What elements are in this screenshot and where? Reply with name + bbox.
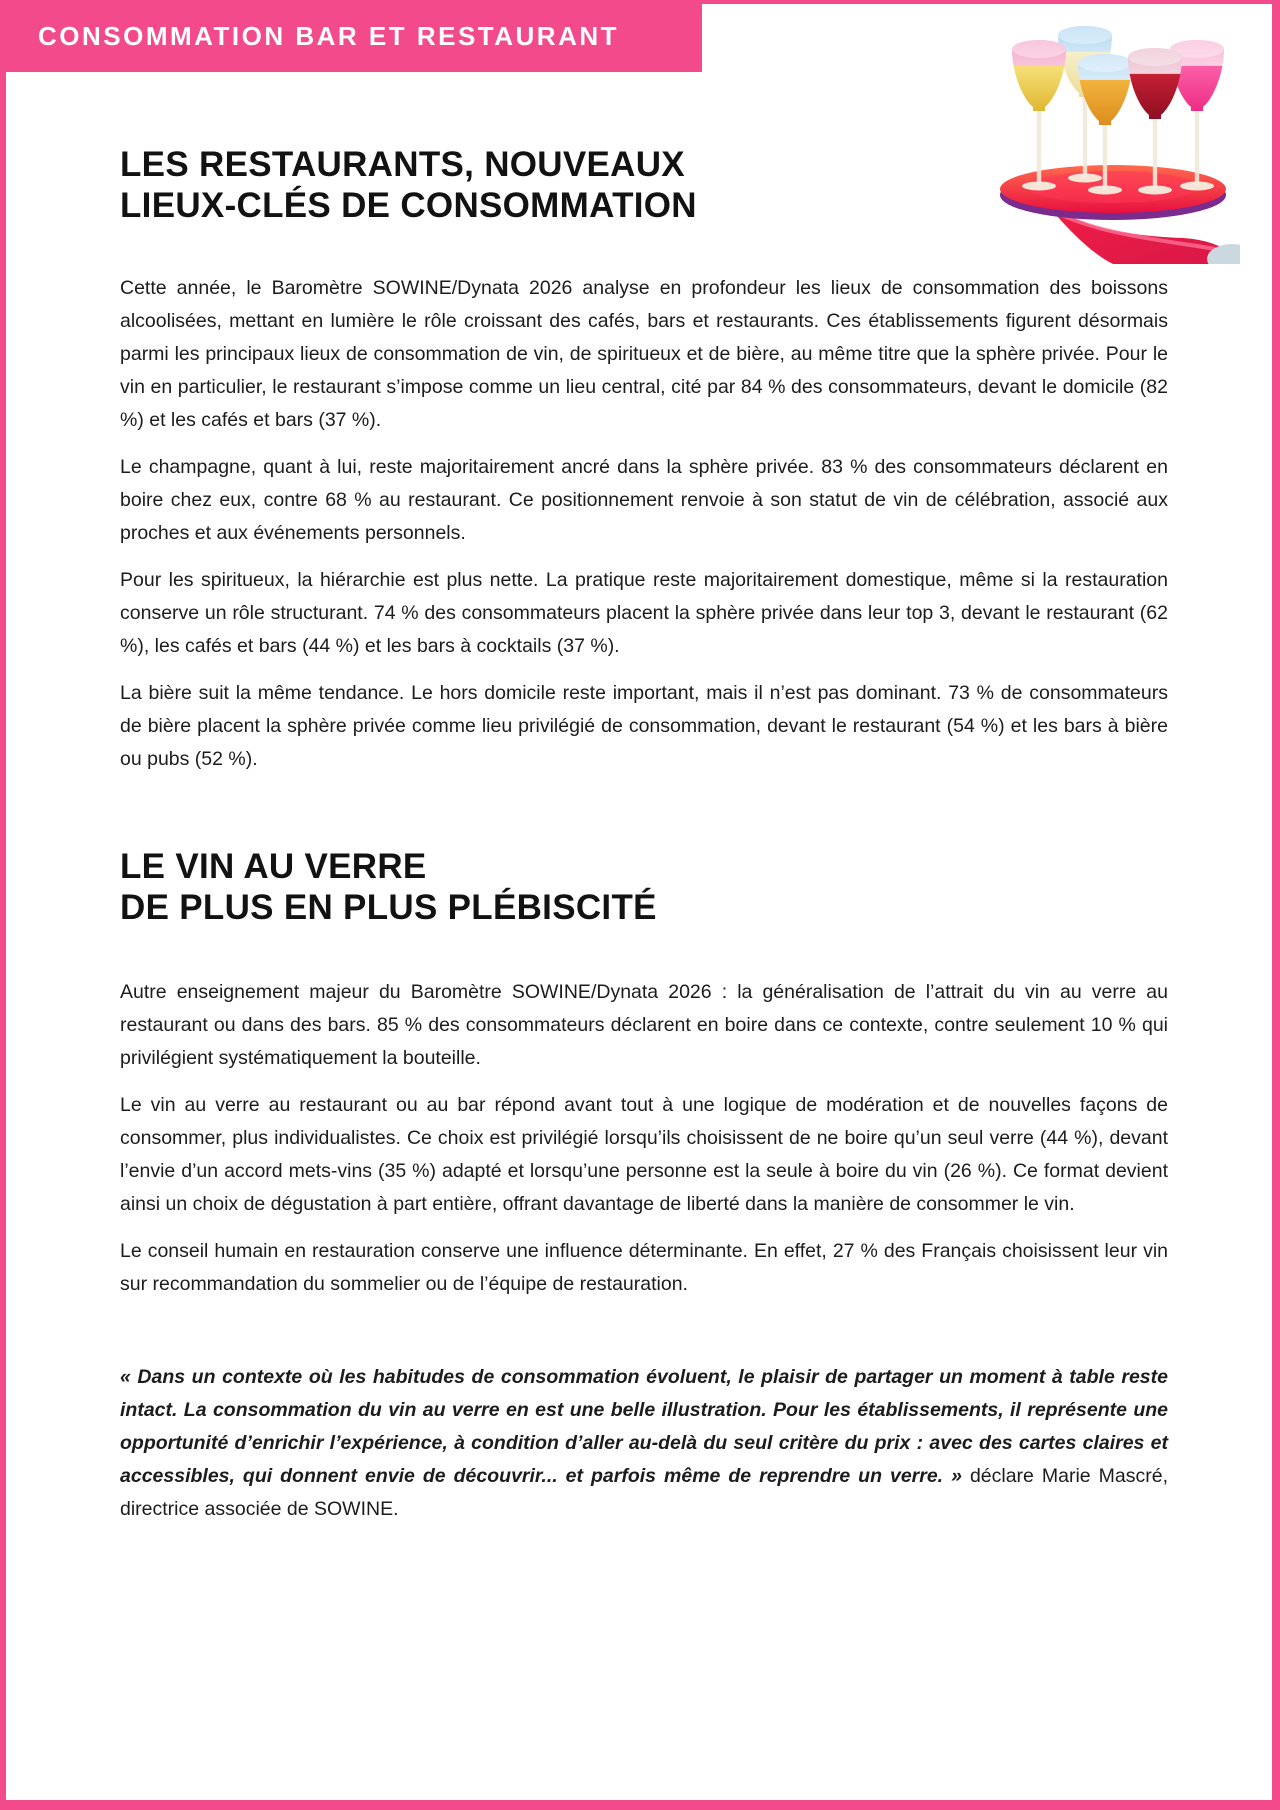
paragraph-conseil-sommelier: Le conseil humain en restauration conserve une influence déterminante. En effet, 27 % des Français choisissent leur vin sur recommandation du sommelier ou de l’équipe de restauration. xyxy=(120,1240,1168,1295)
quote-paragraph xyxy=(120,1361,1168,1526)
paragraph-biere: La bière suit la même tendance. Le hors domicile reste important, mais il n’est pas dominant. 73 % de consommateurs de bière placent la sphère privée comme lieu privilégié de consommation, devant le restaurant (54 %) et les bars à bière ou pubs (52 %). xyxy=(120,682,1168,770)
section-2-title-line-2: DE PLUS EN PLUS PLÉBISCITÉ xyxy=(120,888,657,927)
paragraph-moderation: Le vin au verre au restaurant ou au bar répond avant tout à une logique de modération et de nouvelles façons de consommer, plus individualistes. Ce choix est privilégié lorsqu’ils choisissent de ne boire qu’un seul verre (44 %), devant l’envie d’un accord mets-vins (35 %) adapté et lorsqu’une personne est la seule à boire du vin (26 %). Ce format devient ainsi un choix de dégustation à part entière, offrant davantage de liberté dans la manière de consommer le vin. xyxy=(120,1094,1168,1215)
section-2-title-line-1: LE VIN AU VERRE xyxy=(120,847,427,886)
category-banner-label: CONSOMMATION BAR ET RESTAURANT xyxy=(38,20,620,51)
category-banner xyxy=(0,0,702,72)
quote-attribution: déclare Marie Mascré, directrice associée de SOWINE. xyxy=(120,1465,1168,1520)
article-body xyxy=(6,144,1168,1526)
section-1-title-line-2: LIEUX-CLÉS DE CONSOMMATION xyxy=(120,186,697,225)
section-1-title xyxy=(120,144,1168,226)
section-2-title xyxy=(120,846,1168,928)
section-1-title-line-1: LES RESTAURANTS, NOUVEAUX xyxy=(120,145,685,184)
paragraph-consommation-lieux: Cette année, le Baromètre SOWINE/Dynata 2026 analyse en profondeur les lieux de consommation des boissons alcoolisées, mettant en lumière le rôle croissant des cafés, bars et restaurants. Ces établissements figurent désormais parmi les principaux lieux de consommation de vin, de spiritueux et de bière, au même titre que la sphère privée. Pour le vin en particulier, le restaurant s’impose comme un lieu central, cité par 84 % des consommateurs, devant le domicile (82 %) et les cafés et bars (37 %). xyxy=(120,277,1168,431)
paragraph-spiritueux: Pour les spiritueux, la hiérarchie est plus nette. La pratique reste majoritairement domestique, même si la restauration conserve un rôle structurant. 74 % des consommateurs placent la sphère privée dans leur top 3, devant le restaurant (62 %), les cafés et bars (44 %) et les bars à cocktails (37 %). xyxy=(120,569,1168,657)
paragraph-champagne: Le champagne, quant à lui, reste majoritairement ancré dans la sphère privée. 83 % des consommateurs déclarent en boire chez eux, contre 68 % au restaurant. Ce positionnement renvoie à son statut de vin de célébration, associé aux proches et aux événements personnels. xyxy=(120,456,1168,544)
quote-text: « Dans un contexte où les habitudes de consommation évoluent, le plaisir de partager un moment à table reste intact. La consommation du vin au verre en est une belle illustration. Pour les établissements, il représente une opportunité d’enrichir l’expérience, à condition d’aller au-delà du seul critère du prix : avec des cartes claires et accessibles, qui donnent envie de découvrir... et parfois même de reprendre un verre. » xyxy=(120,1366,1168,1487)
paragraph-vin-au-verre: Autre enseignement majeur du Baromètre SOWINE/Dynata 2026 : la généralisation de l’attrait du vin au verre au restaurant ou dans des bars. 85 % des consommateurs déclarent en boire dans ce contexte, contre seulement 10 % qui privilégient systématiquement la bouteille. xyxy=(120,981,1168,1069)
